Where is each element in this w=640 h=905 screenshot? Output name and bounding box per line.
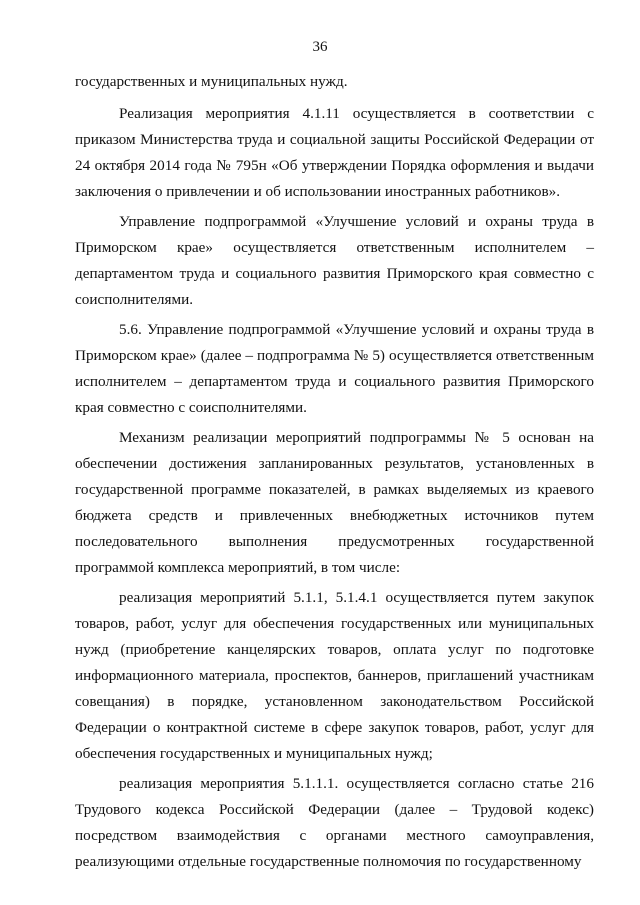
paragraph-measure-5-1-1-1: реализация мероприятия 5.1.1.1. осуществляется согласно статье 216 Трудового кодекса Российской Федерации (далее – Трудовой кодекс) посредством взаимодействия с органами местного самоуправления, реализующими отдельные государственные полномочия по государственному [75,775,594,870]
page-number: 36 [312,39,328,55]
paragraph-continuation: государственных и муниципальных нужд. [75,73,348,90]
document-body [75,69,594,879]
paragraph-implementation-mechanism: Механизм реализации мероприятий подпрограммы № 5 основан на обеспечении достижения запланированных результатов, установленных в государственной программе показателей, в рамках выделяемых из краевого бюджета средств и привлеченных внебюджетных источников путем последовательного выполнения предусмотренных государственной программой комплекса мероприятий, в том числе: [75,429,594,576]
paragraph-subprogram-management: Управление подпрограммой «Улучшение условий и охраны труда в Приморском крае» осуществляется ответственным исполнителем – департаментом труда и социального развития Приморского края совместно с соисполнителями. [75,213,594,308]
paragraph-measure-4-1-11: Реализация мероприятия 4.1.11 осуществляется в соответствии с приказом Министерства труда и социальной защиты Российской Федерации от 24 октября 2014 года № 795н «Об утверждении Порядка оформления и выдачи заключения о привлечении и об использовании иностранных работников». [75,105,594,200]
paragraph-measures-5-1-1: реализация мероприятий 5.1.1, 5.1.4.1 осуществляется путем закупок товаров, работ, услуг для обеспечения государственных или муниципальных нужд (приобретение канцелярских товаров, оплата услуг по подготовке информационного материала, проспектов, баннеров, приглашений участникам совещания) в порядке, установленном законодательством Российской Федерации о контрактной системе в сфере закупок товаров, работ, услуг для обеспечения государственных и муниципальных нужд; [75,589,594,762]
paragraph-section-5-6: 5.6. Управление подпрограммой «Улучшение условий и охраны труда в Приморском крае» (далее – подпрограмма № 5) осуществляется ответственным исполнителем – департаментом труда и социального развития Приморского края совместно с соисполнителями. [75,321,594,416]
